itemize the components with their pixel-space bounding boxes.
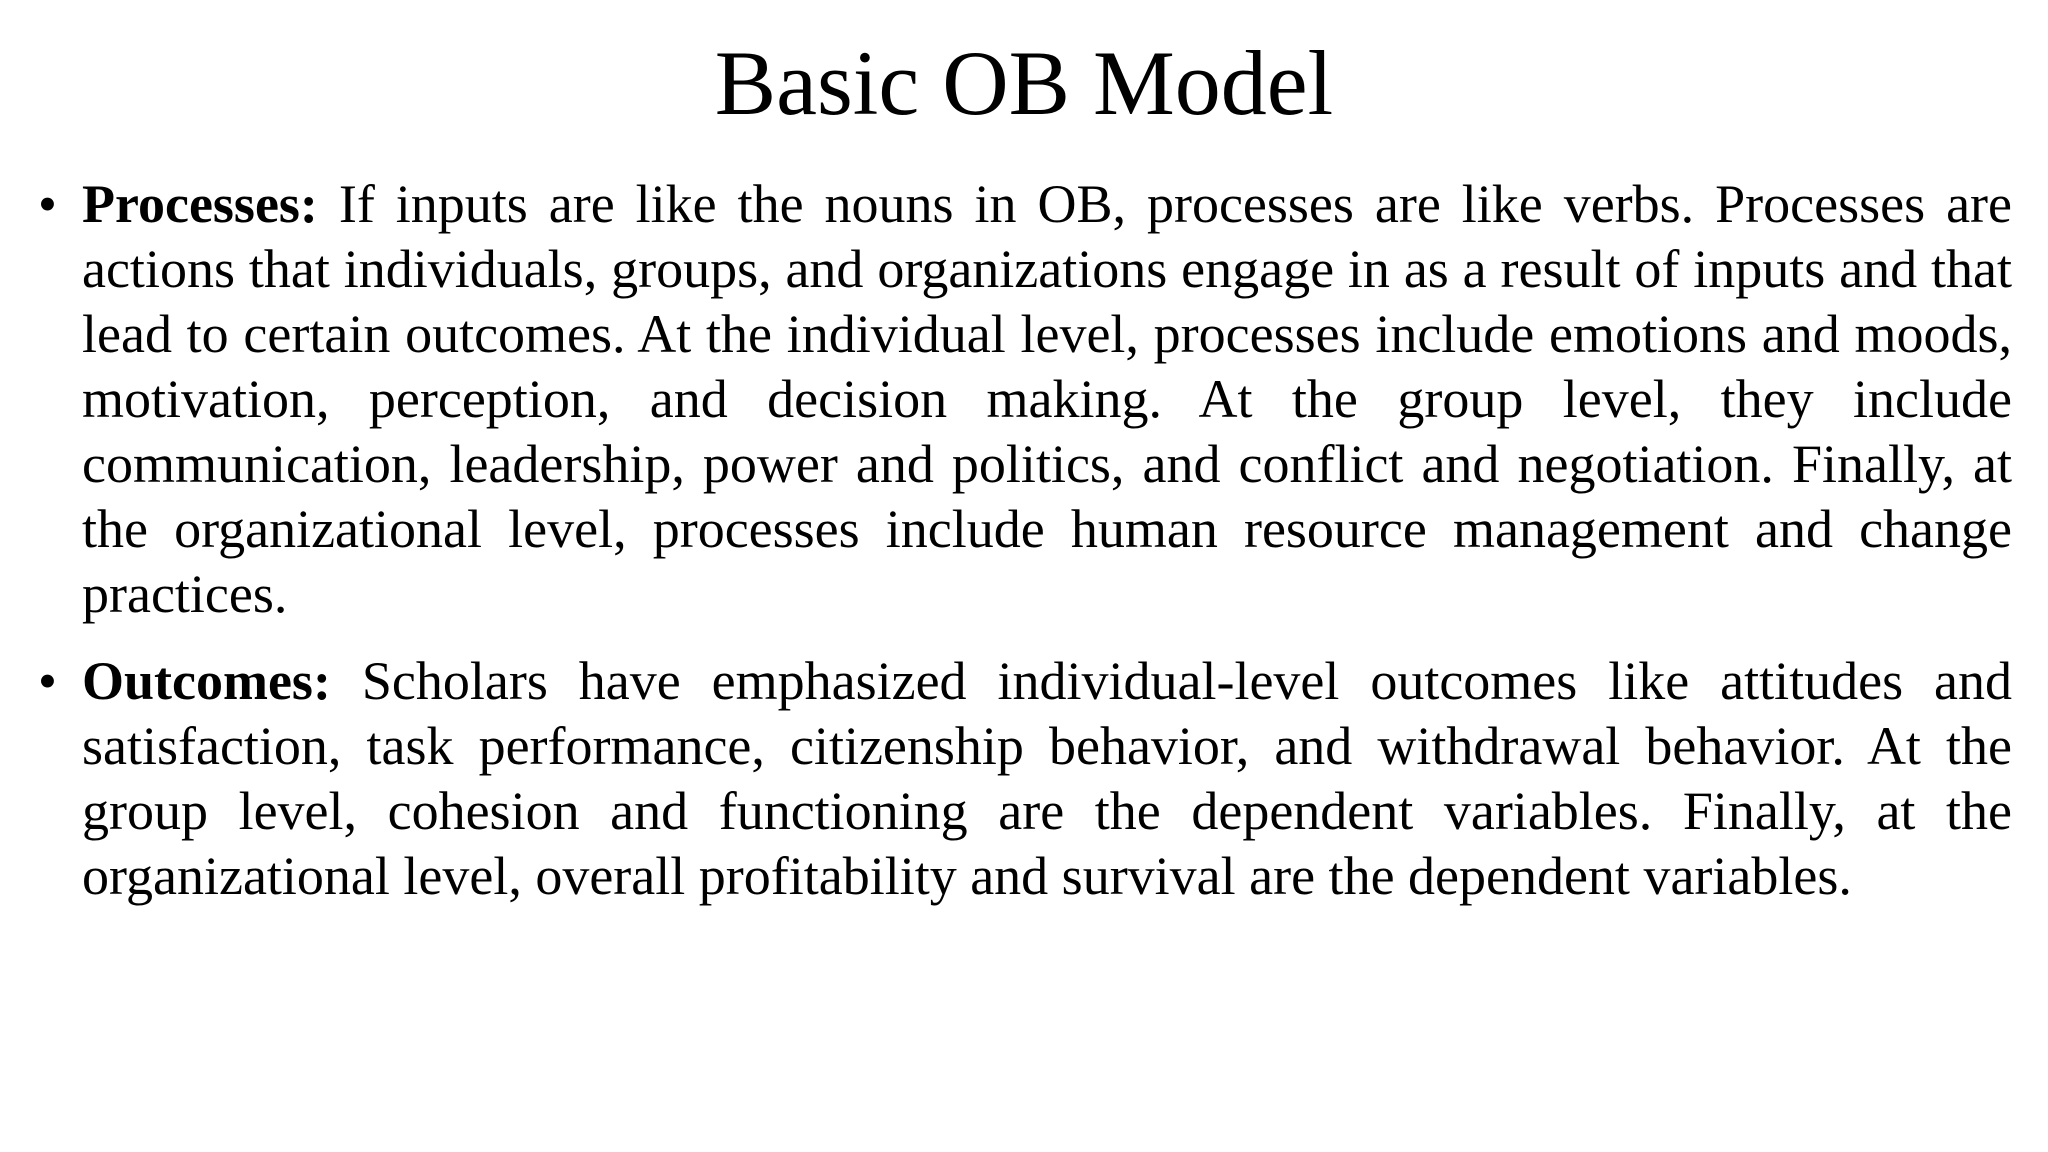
bullet-marker: • (38, 174, 57, 234)
slide-title: Basic OB Model (714, 32, 1334, 134)
bullet-outcomes (38, 649, 2012, 909)
bullet-term-outcomes: Outcomes: (82, 651, 362, 711)
bullet-term-processes: Processes: (82, 174, 339, 234)
bullet-processes (38, 172, 2012, 627)
bullet-marker: • (38, 651, 57, 711)
bullet-text-processes: If inputs are like the nouns in OB, processes are like verbs. Processes are actions that individuals, groups, and organizations engage in as a result of inputs and that lead to certain outcomes. At the individual level, processes include emotions and moods, motivation, perception, and decision making. At the group level, they include communication, leadership, power and politics, and conflict and negotiation. Finally, at the organizational level, processes include human resource management and change practices. (82, 174, 2012, 624)
bullet-text-outcomes: Scholars have emphasized individual-level outcomes like attitudes and satisfaction, task performance, citizenship behavior, and withdrawal behavior. At the group level, cohesion and functioning are the dependent variables. Finally, at the organizational level, overall profitability and survival are the dependent variables. (82, 651, 2012, 906)
bullet-list (38, 172, 2012, 931)
